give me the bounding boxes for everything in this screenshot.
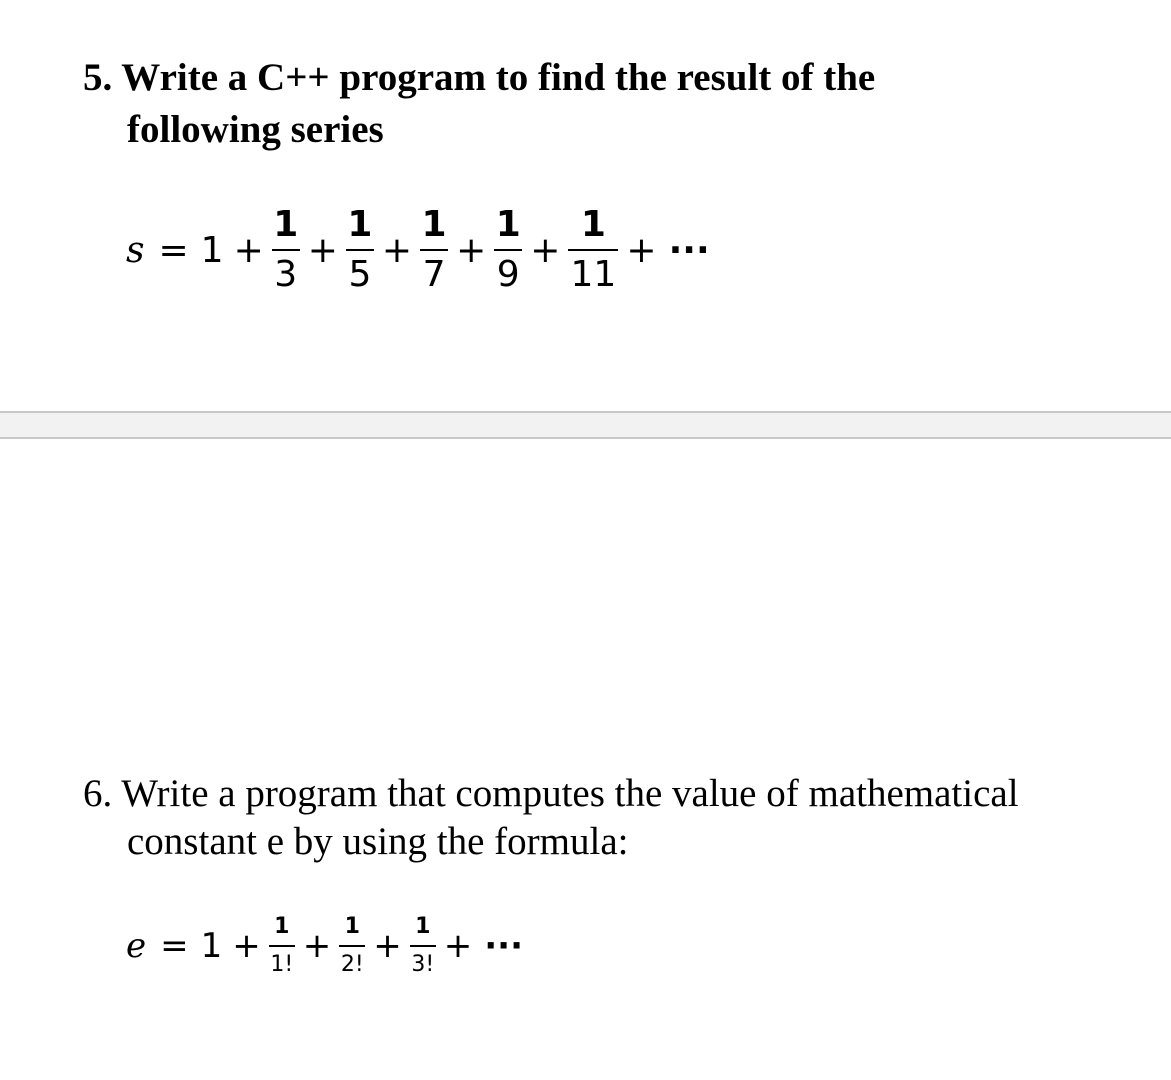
fraction-term xyxy=(494,203,522,297)
fraction-numerator: 1 xyxy=(495,204,521,245)
fraction-numerator: 1 xyxy=(580,204,606,245)
fraction-term xyxy=(420,203,448,297)
fraction-bar xyxy=(269,945,295,947)
question-5-line-2: following series xyxy=(127,108,384,151)
fraction-denominator: 9 xyxy=(496,254,520,295)
plus-sign: + xyxy=(232,926,261,966)
question-6-line-2: constant e by using the formula: xyxy=(127,820,629,863)
fraction-numerator: 1 xyxy=(347,204,373,245)
fraction-numerator: 1 xyxy=(421,204,447,245)
fraction-numerator: 1 xyxy=(415,914,431,939)
fraction-bar xyxy=(410,945,436,947)
question-5-line-1: 5. Write a C++ program to find the result of the xyxy=(83,56,876,99)
fraction-term xyxy=(410,911,436,981)
plus-sign: + xyxy=(233,229,264,271)
fraction-denominator: 5 xyxy=(348,254,372,295)
section-divider xyxy=(0,411,1171,439)
plus-sign: + xyxy=(456,229,487,271)
fraction-bar xyxy=(346,249,374,251)
fraction-bar xyxy=(420,249,448,251)
ellipsis: ··· xyxy=(484,926,524,966)
fraction-numerator: 1 xyxy=(344,914,360,939)
equals-sign: = xyxy=(158,229,189,271)
fraction-denominator: 11 xyxy=(570,254,617,295)
question-6 xyxy=(83,770,1019,866)
plus-sign: + xyxy=(373,926,402,966)
plus-sign: + xyxy=(307,229,338,271)
fraction-term xyxy=(346,203,374,297)
fraction-term xyxy=(269,911,295,981)
fraction-denominator: 3! xyxy=(411,952,435,977)
fraction-term xyxy=(272,203,300,297)
ellipsis: ··· xyxy=(668,229,710,271)
series-formula-e xyxy=(126,892,523,1000)
equals-sign: = xyxy=(160,926,189,966)
question-6-line-1: 6. Write a program that computes the value of mathematical xyxy=(83,772,1019,815)
plus-sign: + xyxy=(381,229,413,271)
fraction-bar xyxy=(568,249,618,251)
plus-sign: + xyxy=(626,229,657,271)
plus-sign: + xyxy=(302,926,332,966)
plus-sign: + xyxy=(443,926,473,966)
formula-variable: e xyxy=(126,926,147,966)
fraction-term xyxy=(568,203,618,297)
first-term: 1 xyxy=(200,229,224,271)
formula-variable: s xyxy=(126,229,145,271)
fraction-numerator: 1 xyxy=(274,914,290,939)
fraction-bar xyxy=(272,249,300,251)
series-formula-s xyxy=(126,180,710,320)
fraction-denominator: 7 xyxy=(422,254,446,295)
question-5 xyxy=(83,52,875,156)
fraction-denominator: 1! xyxy=(270,952,294,977)
fraction-denominator: 2! xyxy=(340,952,364,977)
fraction-bar xyxy=(339,945,365,947)
fraction-term xyxy=(339,911,365,981)
plus-sign: + xyxy=(530,229,561,271)
first-term: 1 xyxy=(200,926,223,966)
fraction-denominator: 3 xyxy=(274,254,298,295)
fraction-numerator: 1 xyxy=(273,204,299,245)
fraction-bar xyxy=(494,249,522,251)
